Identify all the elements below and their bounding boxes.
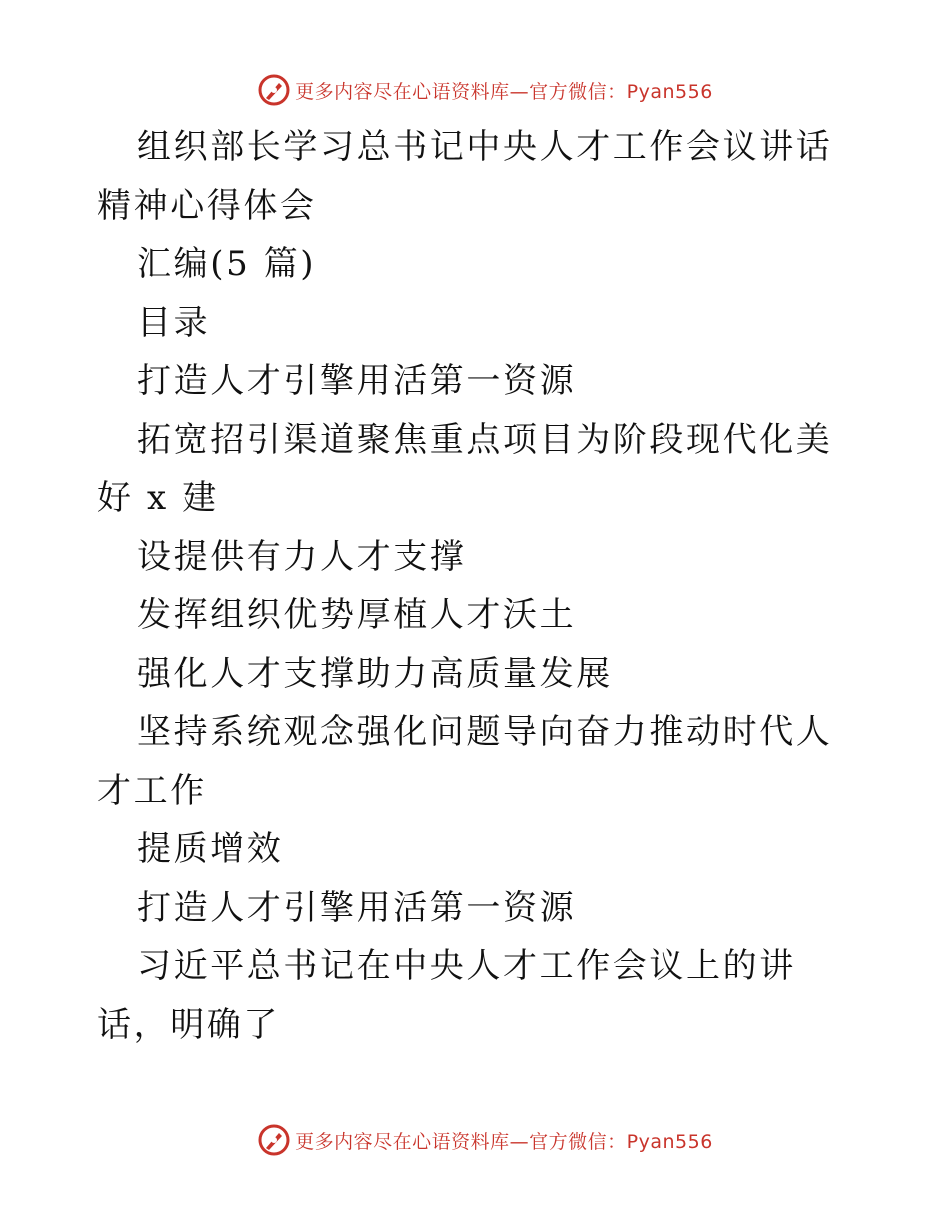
pen-seal-icon (257, 1123, 291, 1157)
footer-watermark (0, 1120, 950, 1160)
section-heading: 打造人才引擎用活第一资源 (137, 887, 577, 928)
pen-seal-icon (257, 73, 291, 107)
watermark-text: 更多内容尽在心语资料库—官方微信：Pyan556 (295, 1130, 713, 1153)
toc-item: 提质增效 (137, 829, 284, 869)
toc-item: 发挥组织优势厚植人才沃土 (137, 595, 577, 635)
toc-item: 设提供有力人才支撑 (137, 536, 467, 577)
watermark-group (257, 73, 713, 107)
document-body (97, 118, 857, 1054)
doc-subtitle: 汇编(5 篇) (137, 244, 317, 284)
header-watermark (0, 70, 950, 110)
toc-item: 打造人才引擎用活第一资源 (137, 361, 577, 401)
toc-item: 坚持系统观念强化问题导向奋力推动时代人才工作 (97, 712, 833, 811)
toc-heading: 目录 (137, 302, 211, 343)
doc-title: 组织部长学习总书记中央人才工作会议讲话精神心得体会 (97, 127, 833, 226)
watermark-group (257, 1123, 713, 1157)
body-paragraph: 习近平总书记在中央人才工作会议上的讲话，明确了 (97, 946, 796, 1045)
toc-item: 强化人才支撑助力高质量发展 (137, 653, 613, 694)
watermark-text: 更多内容尽在心语资料库—官方微信：Pyan556 (295, 80, 713, 103)
toc-item: 拓宽招引渠道聚焦重点项目为阶段现代化美好 x 建 (97, 419, 833, 518)
